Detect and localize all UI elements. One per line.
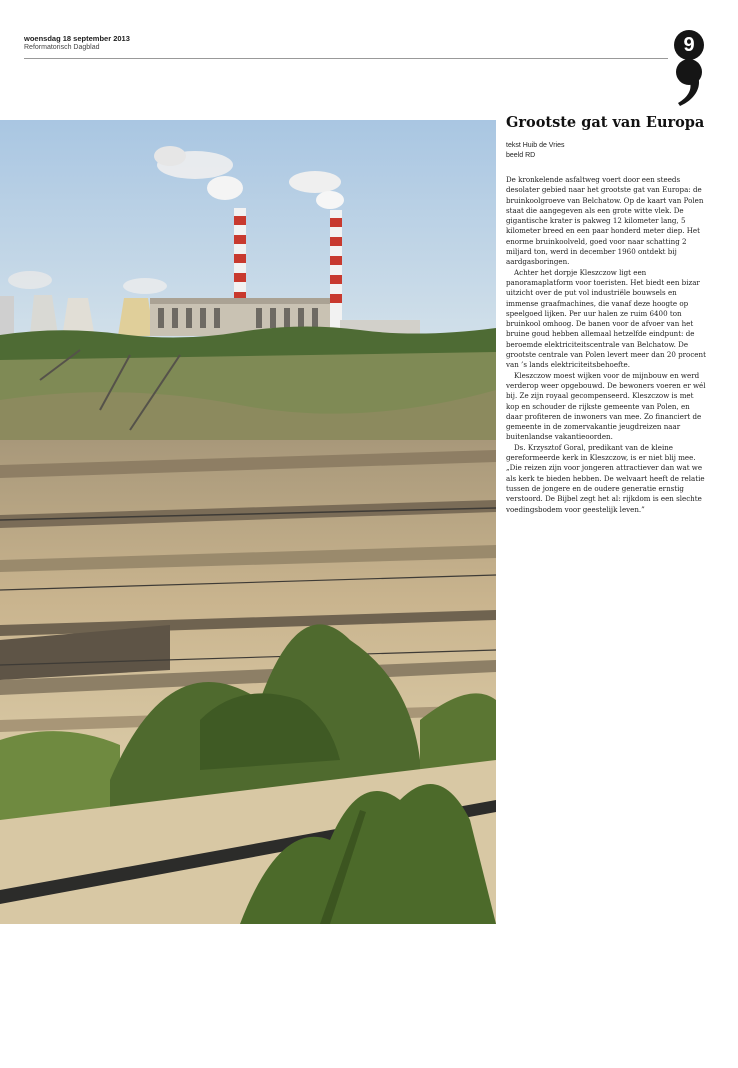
article-headline: Grootste gat van Europa (506, 114, 705, 131)
comma-logo-icon (672, 58, 706, 108)
page-number-badge: 9 (674, 30, 704, 60)
byline-photo: beeld RD (506, 152, 536, 159)
main-photo (0, 120, 496, 924)
article-paragraph: De kronkelende asfaltweg voert door een steeds desolater gebied naar het grootste gat van Europa: de bruinkoolgroeve van Belchatow. Op de kaart van Polen staat die aangegeven als een grote witte vlek. De gigantische krater is pakweg 12 kilometer lang, 5 kilometer breed en een paar honderd meter diep. Het enorme bruinkoolveld, goed voor naar schatting 2 miljard ton, werd in december 1960 ontdekt bij aardgasboringen. (506, 175, 704, 267)
byline-author: tekst Huib de Vries (506, 142, 565, 149)
article-body (506, 175, 706, 515)
article-paragraph: Ds. Krzysztof Goral, predikant van de kleine gereformeerde kerk in Kleszczow, is er niet blij mee. „Die reizen zijn voor jongeren attractiever dan wat we als kerk te bieden hebben. De welvaart heeft de relatie tussen de jongere en de oudere generatie ernstig verstoord. De Bijbel zegt het al: rijkdom is een slechte voedingsbodem voor geestelijk leven.” (506, 442, 705, 514)
article-paragraph: Achter het dorpje Kleszczow ligt een panoramaplatform voor toeristen. Het biedt een bizar uitzicht over de put vol industriële bouwsels en immense graafmachines, die vanaf deze hoogte op speelgoed lijken. Per uur halen ze ruim 6400 ton bruinkool omhoog. De banen voor de afvoer van het bruine goud hebben allemaal hetzelfde eindpunt: de beroemde elektriciteitscentrale van Belchatow. De grootste centrale van Polen levert meer dan 20 procent van ’s lands elektriciteitsbehoefte. (506, 267, 706, 370)
open-pit-mine-photo-icon (0, 120, 496, 924)
article (506, 114, 706, 515)
masthead-divider (24, 58, 668, 59)
masthead-paper-name: Reformatorisch Dagblad (24, 44, 100, 51)
article-paragraph: Kleszczow moest wijken voor de mijnbouw en werd verderop weer opgebouwd. De bewoners voeren er wél bij. Ze zijn royaal gecompenseerd. Kleszczow is met kop en schouder de rijkste gemeente van Polen, en daar profiteren de inwoners van mee. Zo financiert de gemeente in de zomervakantie jeugdreizen naar buitenlandse vakantieoorden. (506, 370, 706, 442)
masthead-date: woensdag 18 september 2013 (24, 34, 130, 43)
